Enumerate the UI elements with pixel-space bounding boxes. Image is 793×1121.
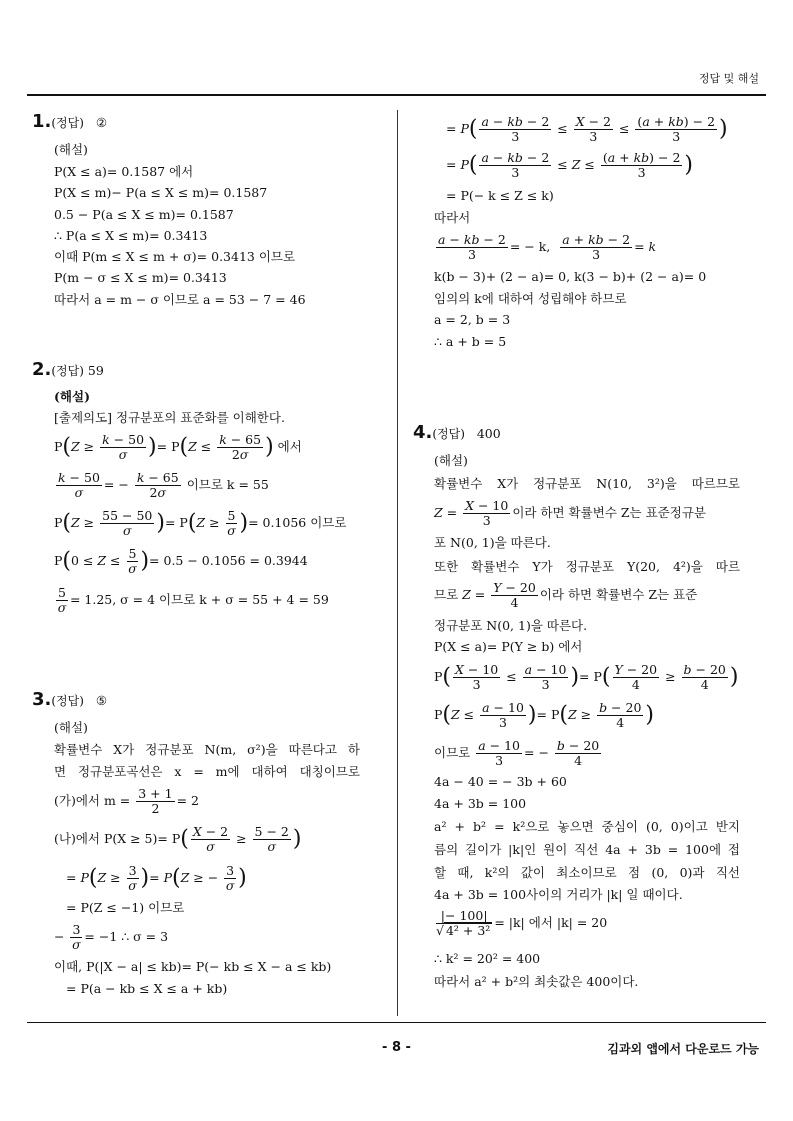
q4-line: P(X ≤ a)= P(Y ≥ b) 에서 xyxy=(434,639,583,654)
q1-line: P(X ≤ a)= 0.1587 에서 xyxy=(54,164,194,179)
q3-line: 이때, P(|X − a| ≤ kb)= P(− kb ≤ X − a ≤ kb) xyxy=(54,959,332,974)
q3-line: = P(− k ≤ Z ≤ k) xyxy=(446,188,554,203)
q1-solution-label: (해설) xyxy=(54,142,88,157)
top-rule xyxy=(27,94,766,96)
q3-cont-eq1: = P( $\frac{a - kb - 2}{3}$ ≤ $\frac{X - 2}{3}$ ≤ $\frac{(a + kb) - 2}{3}$ ) xyxy=(446,114,728,144)
source-note: 김과외 앱에서 다운로드 가능 xyxy=(607,1042,759,1056)
q4-line: 름의 길이가 |k|인 원이 직선 4a + 3b = 100에 접 xyxy=(434,842,740,857)
q4-heading: 4.(정답) 400 xyxy=(413,422,501,443)
q1-line: 0.5 − P(a ≤ X ≤ m)= 0.1587 xyxy=(54,207,234,222)
column-divider xyxy=(397,110,398,1016)
q4-line: ∴ k² = 20² = 400 xyxy=(434,951,541,966)
q4-line: 또한 확률변수 Y가 정규분포 Y(20, 4²)을 따르 xyxy=(434,559,740,574)
q1-line: ∴ P(a ≤ X ≤ m)= 0.3413 xyxy=(54,228,208,243)
q1-number: 1. xyxy=(32,111,52,132)
q1-line: P(X ≤ m)− P(a ≤ X ≤ m)= 0.1587 xyxy=(54,185,268,200)
q2-answer: 59 xyxy=(87,363,104,378)
q4-line: 확률변수 X가 정규분포 N(10, 3²)을 따르므로 xyxy=(434,476,740,491)
q3-line: a = 2, b = 3 xyxy=(434,312,511,327)
q4-line: 정규분포 N(0, 1)을 따른다. xyxy=(434,618,588,633)
q3-eq-z: = P(Z ≥ $\frac{3}{\sigma}$ )= P(Z ≥ − $\frac{3}{\sigma}$ ) xyxy=(66,863,247,893)
q4-z2: 므로 Z = $\frac{Y - 20}{4}$ 이라 하면 확률변수 Z는 표준 xyxy=(434,580,698,610)
q2-solution-label: (해설) xyxy=(54,389,90,404)
q3-line: = P(Z ≤ −1) 이므로 xyxy=(66,900,185,915)
q4-answer: 400 xyxy=(476,426,501,441)
q4-z1: Z = $\frac{X - 10}{3}$ 이라 하면 확률변수 Z는 표준정규분 xyxy=(434,498,706,528)
q4-line: a² + b² = k²으로 놓으면 중심이 (0, 0)이고 반지 xyxy=(434,819,740,834)
q2-eq3: P(Z ≥ $\frac{55 - 50}{\sigma}$ )= P(Z ≥ $\frac{5}{\sigma}$ )= 0.1056 이므로 xyxy=(54,508,347,538)
q3-ga: (가)에서 m = $\frac{3 + 1}{2}$ = 2 xyxy=(54,786,199,816)
q1-heading: 1.(정답) ② xyxy=(32,111,108,132)
q3-number: 3. xyxy=(32,689,52,710)
q4-line: 4a + 3b = 100 xyxy=(434,796,527,811)
q3-line: ∴ a + b = 5 xyxy=(434,334,507,349)
q2-intent: [출제의도] 정규분포의 표준화를 이해한다. xyxy=(54,410,285,425)
q1-line: 이때 P(m ≤ X ≤ m + σ)= 0.3413 이므로 xyxy=(54,249,296,264)
q3-cont-eq3: $\frac{a - kb - 2}{3}$ = − k, $\frac{a + kb - 2}{3}$ = k xyxy=(438,232,657,262)
q3-line: = P(a − kb ≤ X ≤ a + kb) xyxy=(66,981,228,996)
q3-line: 임의의 k에 대하여 성립해야 하므로 xyxy=(434,291,627,306)
q3-answer: ⑤ xyxy=(95,693,108,708)
bottom-rule xyxy=(27,1022,766,1023)
q3-solution-label: (해설) xyxy=(54,720,88,735)
q1-line: 따라서 a = m − σ 이므로 a = 53 − 7 = 46 xyxy=(54,292,306,307)
q2-eq5: $\frac{5}{\sigma}$ = 1.25, σ = 4 이므로 k + σ = 55 + 4 = 59 xyxy=(57,585,329,615)
q4-number: 4. xyxy=(413,422,433,443)
q3-heading: 3.(정답) ⑤ xyxy=(32,689,108,710)
q4-line: 따라서 a² + b²의 최솟값은 400이다. xyxy=(434,974,639,989)
section-header: 정답 및 해설 xyxy=(698,72,759,85)
q3-na: (나)에서 P(X ≥ 5)= P( $\frac{X - 2}{\sigma}$ ≥ $\frac{5 - 2}{\sigma}$ ) xyxy=(54,824,302,854)
page-number: - 8 - xyxy=(382,1040,411,1055)
q4-eq1: P( $\frac{X - 10}{3}$ ≤ $\frac{a - 10}{3}$ )= P( $\frac{Y - 20}{4}$ ≥ $\frac{b - 20}{4}$ ) xyxy=(434,662,739,692)
q4-line: 4a − 40 = − 3b + 60 xyxy=(434,774,567,789)
q3-cont-eq2: = P( $\frac{a - kb - 2}{3}$ ≤ Z ≤ $\frac{(a + kb) - 2}{3}$ ) xyxy=(446,150,694,180)
q1-answer: ② xyxy=(95,115,108,130)
q3-sigma: − $\frac{3}{\sigma}$ = −1 ∴ σ = 3 xyxy=(54,922,169,952)
q4-eq2: P(Z ≤ $\frac{a - 10}{3}$ )= P(Z ≥ $\frac{b - 20}{4}$ ) xyxy=(434,700,654,730)
q4-distance: $\frac{|- 100|}{\text{√ 4² + 3²}}$ = |k| 에서 |k| = 20 xyxy=(436,908,608,938)
q4-eq3: 이므로 $\frac{a - 10}{3}$ = − $\frac{b - 20}{4}$ xyxy=(434,738,600,768)
q1-line: P(m − σ ≤ X ≤ m)= 0.3413 xyxy=(54,270,227,285)
q2-eq1: P(Z ≥ $\frac{k - 50}{\sigma}$ )= P(Z ≤ $\frac{k - 65}{2\sigma}$ ) 에서 xyxy=(54,432,302,462)
q3-line: 면 정규분포곡선은 x = m에 대하여 대칭이므로 xyxy=(54,764,360,779)
q3-line: 확률변수 X가 정규분포 N(m, σ²)을 따른다고 하 xyxy=(54,742,360,757)
q2-eq2: $\frac{k - 50}{\sigma}$ = − $\frac{k - 65}{2\sigma}$ 이므로 k = 55 xyxy=(58,470,269,500)
q2-heading: 2.(정답) 59 xyxy=(32,359,104,380)
q4-line: 4a + 3b = 100사이의 거리가 |k| 일 때이다. xyxy=(434,887,683,902)
q4-solution-label: (해설) xyxy=(434,453,468,468)
q3-line: 따라서 xyxy=(434,210,471,225)
q4-line: 할 때, k²의 값이 최소이므로 점 (0, 0)과 직선 xyxy=(434,865,740,880)
q3-line: k(b − 3)+ (2 − a)= 0, k(3 − b)+ (2 − a)= 0 xyxy=(434,269,707,284)
q4-line: 포 N(0, 1)을 따른다. xyxy=(434,535,551,550)
q2-number: 2. xyxy=(32,359,52,380)
q2-eq4: P(0 ≤ Z ≤ $\frac{5}{\sigma}$ )= 0.5 − 0.1056 = 0.3944 xyxy=(54,546,308,576)
